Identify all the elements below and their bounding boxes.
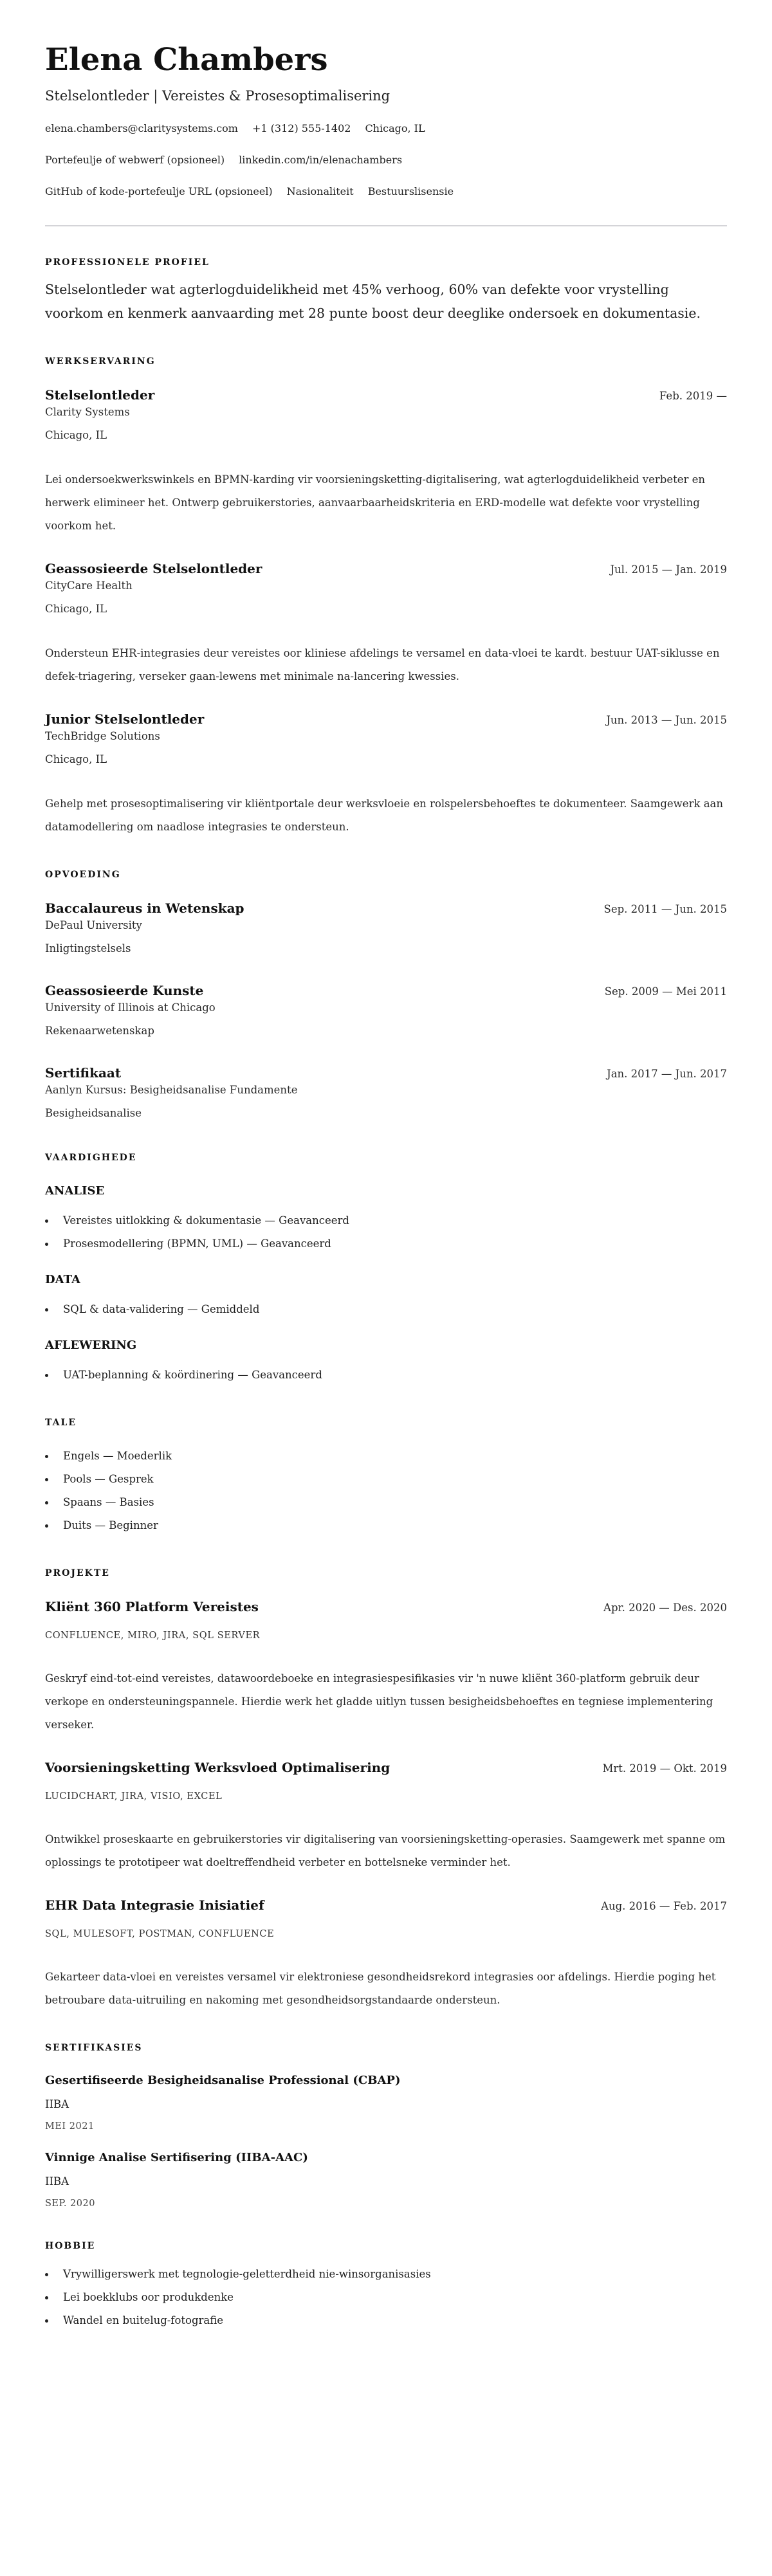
contact-github[interactable]: GitHub of kode-portefeulje URL (opsioneel) [45, 185, 273, 197]
job-company: CityCare Health [45, 580, 133, 592]
certification-date: MEI 2021 [45, 2121, 95, 2132]
section-title-education: OPVOEDING [45, 870, 121, 880]
contact-row [45, 152, 727, 168]
skill-item: Prosesmodellering (BPMN, UML) — Geavanceerd [45, 1232, 727, 1256]
education-item [45, 1064, 727, 1122]
certification-item [45, 2150, 727, 2210]
skill-list [45, 1209, 727, 1256]
section-title-skills: VAARDIGHEDE [45, 1153, 137, 1163]
section-title-hobbies: HOBBIE [45, 2241, 96, 2251]
header-divider [45, 225, 727, 226]
job-title: Stelselontleder [45, 387, 155, 403]
contact-phone[interactable]: +1 (312) 555-1402 [252, 122, 351, 134]
resume-header [45, 39, 727, 199]
section-title-profile: PROFESSIONELE PROFIEL [45, 257, 210, 268]
project-name: Kliënt 360 Platform Vereistes [45, 1599, 259, 1614]
project-item [45, 1598, 727, 1737]
degree-title: Geassosieerde Kunste [45, 983, 204, 998]
institution-name: DePaul University [45, 919, 142, 931]
degree-title: Sertifikaat [45, 1065, 122, 1081]
skill-group-title: ANALISE [45, 1184, 105, 1198]
job-title: Junior Stelselontleder [45, 711, 205, 727]
certification-issuer: IIBA [45, 2098, 69, 2110]
hobby-list [45, 2263, 727, 2332]
field-of-study: Besigheidsanalise [45, 1107, 142, 1119]
hobby-item: Vrywilligerswerk met tegnologie-geletterdheid nie-winsorganisasies [45, 2263, 727, 2286]
experience-item [45, 710, 727, 839]
institution-name: University of Illinois at Chicago [45, 1001, 216, 1014]
job-company: TechBridge Solutions [45, 730, 160, 742]
section-title-languages: TALE [45, 1418, 77, 1428]
field-of-study: Inligtingstelsels [45, 942, 131, 955]
language-item: Engels — Moederlik [45, 1445, 727, 1468]
language-list [45, 1445, 727, 1537]
education-section [45, 868, 727, 1122]
skill-list [45, 1364, 727, 1387]
language-item: Pools — Gesprek [45, 1468, 727, 1491]
job-description: Lei ondersoekwerkswinkels en BPMN-karding vir voorsieningsketting-digitalisering, wat agterlogduidelikheid verbeter en herwerk elimineer het. Ontwerp gebruikerstories, aanvaarbaarheidskriteria en ERD-modelle wat defekte voor vrystelling voorkom het. [45, 473, 706, 532]
profile-summary: Stelselontleder wat agterlogduidelikheid met 45% verhoog, 60% van defekte voor vrystelling voorkom en kenmerk aanvaarding met 28 punte boost deur deeglike ondersoek en dokumentasie. [45, 282, 701, 321]
skill-item: Vereistes uitlokking & dokumentasie — Geavanceerd [45, 1209, 727, 1232]
experience-section [45, 355, 727, 839]
candidate-name: Elena Chambers [45, 42, 328, 78]
skill-group-title: DATA [45, 1273, 80, 1286]
job-dates: Jul. 2015 — Jan. 2019 [610, 563, 727, 576]
certification-issuer: IIBA [45, 2175, 69, 2188]
job-dates: Jun. 2013 — Jun. 2015 [606, 714, 727, 726]
section-title-projects: PROJEKTE [45, 1568, 110, 1578]
job-location: Chicago, IL [45, 603, 107, 615]
languages-section [45, 1416, 727, 1537]
project-dates: Aug. 2016 — Feb. 2017 [601, 1900, 727, 1912]
project-item [45, 1758, 727, 1874]
experience-item [45, 560, 727, 688]
job-description: Gehelp met prosesoptimalisering vir kliëntportale deur werksvloeie en rolspelersbehoeftes te dokumenteer. Saamgewerk aan datamodellering om naadlose integrasies te ondersteun. [45, 798, 724, 833]
project-tech-stack: LUCIDCHART, JIRA, VISIO, EXCEL [45, 1791, 223, 1802]
project-description: Ontwikkel proseskaarte en gebruikerstories vir digitalisering van voorsieningsketting-operasies. Saamgewerk met spanne om oplossings te prototipeer wat doeltreffendheid verbeter en bottelsneke verminder het. [45, 1833, 726, 1868]
project-description: Geskryf eind-tot-eind vereistes, datawoordeboeke en integrasiespesifikasies vir 'n nuwe kliënt 360-platform gebruik deur verkope en ondersteuningspannele. Hierdie werk het gladde uitlyn tussen besigheidsbehoeftes en tegniese implementering verseker. [45, 1672, 713, 1731]
certification-item [45, 2072, 727, 2133]
job-dates: Feb. 2019 — [659, 390, 727, 402]
profile-section [45, 256, 727, 325]
certifications-section [45, 2042, 727, 2210]
certification-name: Vinnige Analise Sertifisering (IIBA-AAC) [45, 2151, 308, 2164]
project-tech-stack: CONFLUENCE, MIRO, JIRA, SQL SERVER [45, 1631, 261, 1641]
language-item: Spaans — Basies [45, 1491, 727, 1514]
contact-portfolio[interactable]: Portefeulje of webwerf (opsioneel) [45, 154, 225, 166]
contact-row [45, 184, 727, 199]
education-item [45, 982, 727, 1039]
contact-row [45, 121, 727, 136]
language-item: Duits — Beginner [45, 1514, 727, 1537]
job-company: Clarity Systems [45, 406, 130, 418]
education-dates: Sep. 2011 — Jun. 2015 [603, 903, 727, 915]
certification-name: Gesertifiseerde Besigheidsanalise Professional (CBAP) [45, 2074, 401, 2087]
section-title-experience: WERKSERVARING [45, 356, 156, 367]
project-name: Voorsieningsketting Werksvloed Optimalisering [45, 1760, 391, 1775]
certification-date: SEP. 2020 [45, 2198, 95, 2209]
degree-title: Baccalaureus in Wetenskap [45, 900, 244, 916]
job-title: Geassosieerde Stelselontleder [45, 561, 262, 576]
hobby-item: Lei boekklubs oor produkdenke [45, 2286, 727, 2309]
hobbies-section [45, 2240, 727, 2332]
hobby-item: Wandel en buitelug-fotografie [45, 2309, 727, 2332]
contact-location: Chicago, IL [365, 122, 425, 134]
job-description: Ondersteun EHR-integrasies deur vereistes oor kliniese afdelings te versamel en data-vloei te kardt. bestuur UAT-siklusse en defek-triagering, verseker gaan-lewens met minimale na-lancering kwessies. [45, 647, 720, 682]
project-tech-stack: SQL, MULESOFT, POSTMAN, CONFLUENCE [45, 1929, 275, 1939]
contact-linkedin[interactable]: linkedin.com/in/elenachambers [239, 154, 403, 166]
project-dates: Apr. 2020 — Des. 2020 [603, 1602, 727, 1614]
job-location: Chicago, IL [45, 429, 107, 441]
candidate-headline: Stelselontleder | Vereistes & Prosesoptimalisering [45, 88, 391, 104]
contact-drivers-license: Bestuurslisensie [367, 185, 454, 197]
skills-section [45, 1151, 727, 1387]
project-name: EHR Data Integrasie Inisiatief [45, 1897, 264, 1913]
project-item [45, 1896, 727, 2012]
education-dates: Jan. 2017 — Jun. 2017 [607, 1068, 727, 1080]
experience-item [45, 386, 727, 538]
job-location: Chicago, IL [45, 753, 107, 765]
institution-name: Aanlyn Kursus: Besigheidsanalise Fundamente [45, 1084, 298, 1096]
education-item [45, 899, 727, 957]
contact-email[interactable]: elena.chambers@claritysystems.com [45, 122, 238, 134]
education-dates: Sep. 2009 — Mei 2011 [604, 985, 727, 998]
section-title-certifications: SERTIFIKASIES [45, 2043, 143, 2053]
projects-section [45, 1567, 727, 2012]
skill-item: SQL & data-validering — Gemiddeld [45, 1298, 727, 1321]
field-of-study: Rekenaarwetenskap [45, 1025, 154, 1037]
project-dates: Mrt. 2019 — Okt. 2019 [602, 1762, 727, 1775]
project-description: Gekarteer data-vloei en vereistes versamel vir elektroniese gesondheidsrekord integrasies oor afdelings. Hierdie poging het betroubare data-uitruiling en nakoming met gesondheidsorgstandaarde ondersteun. [45, 1971, 716, 2006]
contact-nationality: Nasionaliteit [286, 185, 354, 197]
skill-item: UAT-beplanning & koördinering — Geavanceerd [45, 1364, 727, 1387]
skill-list [45, 1298, 727, 1321]
skill-group-title: AFLEWERING [45, 1338, 137, 1352]
